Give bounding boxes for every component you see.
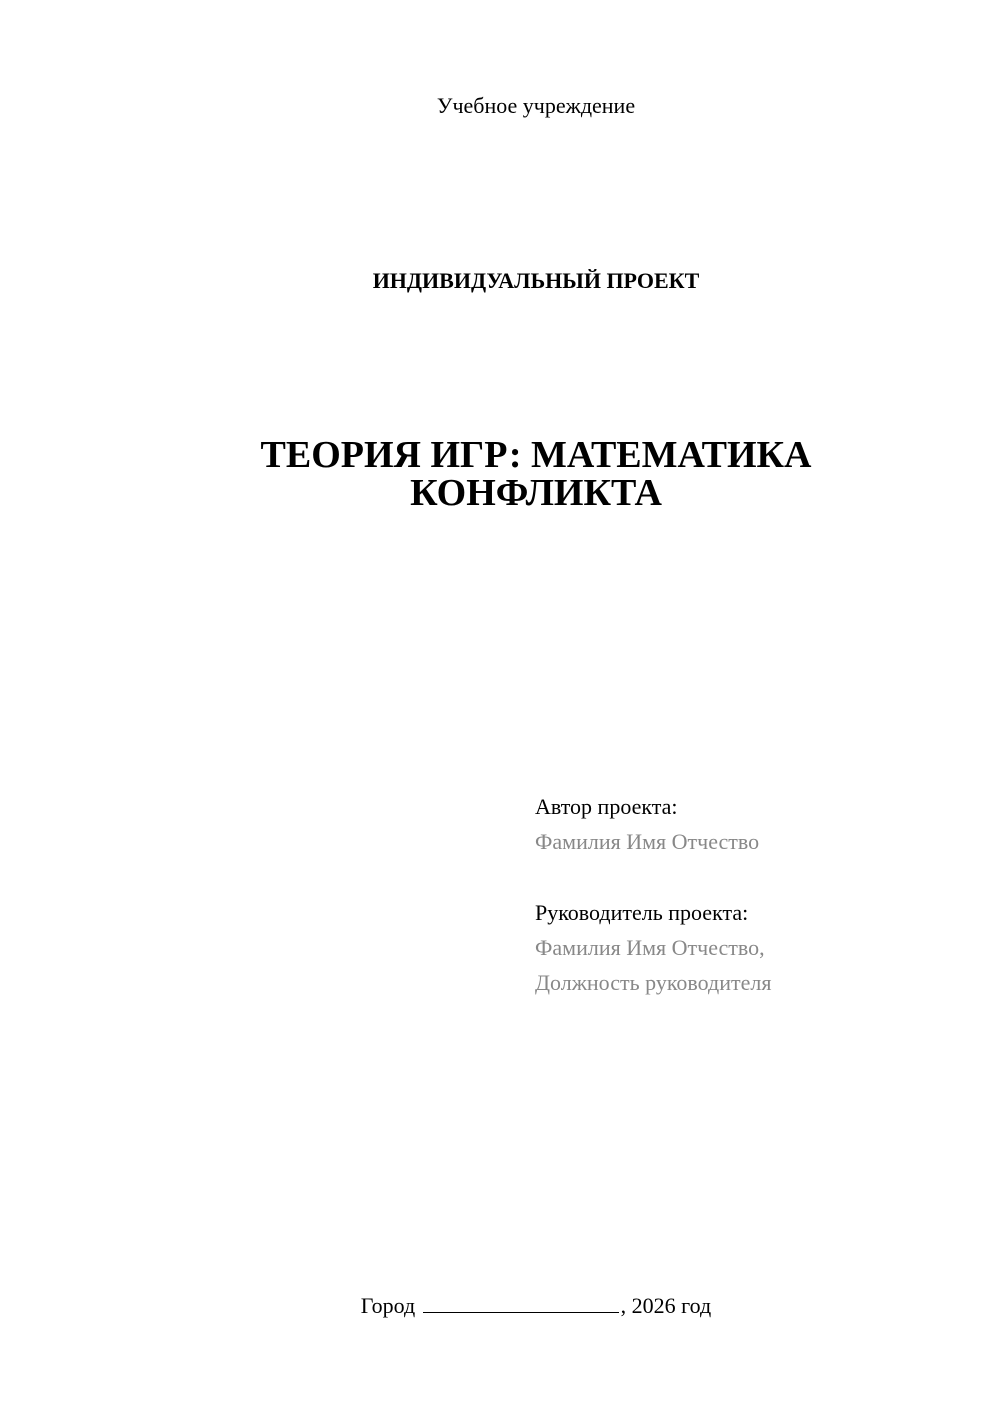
author-label: Автор проекта: bbox=[535, 794, 678, 819]
project-title bbox=[0, 436, 1000, 512]
info-spacer bbox=[535, 859, 975, 895]
project-title-line-2: КОНФЛИКТА bbox=[410, 472, 662, 514]
year-text: , 2026 год bbox=[620, 1293, 712, 1318]
footer-city-year bbox=[0, 1290, 1000, 1321]
city-blank-line bbox=[423, 1290, 619, 1313]
supervisor-name: Фамилия Имя Отчество, bbox=[535, 935, 765, 960]
supervisor-label: Руководитель проекта: bbox=[535, 900, 749, 925]
institution-name: Учебное учреждение bbox=[436, 93, 636, 118]
city-label: Город bbox=[360, 1293, 416, 1318]
supervisor-position: Должность руководителя bbox=[535, 970, 772, 995]
project-type-heading: ИНДИВИДУАЛЬНЫЙ ПРОЕКТ bbox=[372, 268, 700, 293]
project-info-block bbox=[535, 789, 975, 1000]
project-title-line-1: ТЕОРИЯ ИГР: МАТЕМАТИКА bbox=[260, 434, 812, 476]
author-name: Фамилия Имя Отчество bbox=[535, 829, 760, 854]
